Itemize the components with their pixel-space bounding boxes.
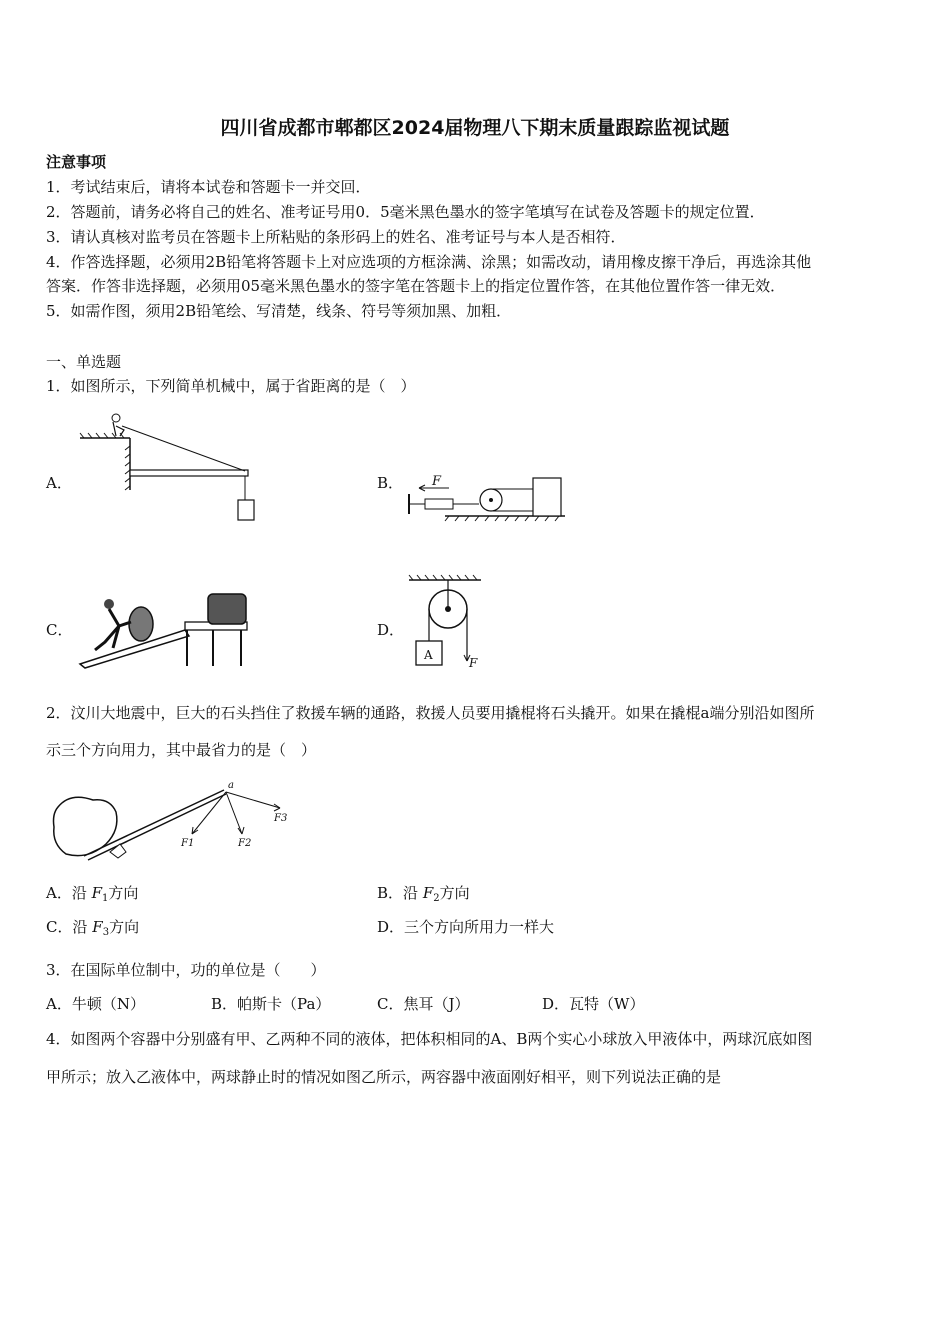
q1-figure-d-fixed-pulley (405, 575, 485, 670)
q1-b-force-label: F (432, 474, 442, 489)
notice-item-4: 4．作答选择题，必须用2B铅笔将答题卡上对应选项的方框涂满、涂黑；如需改动，请用橡皮擦干净后，再选涂其他 (46, 253, 812, 271)
q2-f3-label: F3 (274, 813, 288, 824)
q1-d-force-label: F (469, 656, 478, 670)
q2-stem-line-2: 示三个方向用力，其中最省力的是（ ） (46, 741, 317, 759)
q1-label-a: A． (46, 474, 72, 492)
notice-item-2: 2．答题前，请务必将自己的姓名、准考证号用0．5毫米黑色墨水的签字笔填写在试卷及答题卡的规定位置． (46, 203, 765, 221)
notice-item-4-cont: 答案．作答非选择题，必须用05毫米黑色墨水的签字笔在答题卡上的指定位置作答，在其他位置作答一律无效． (46, 277, 786, 295)
section-heading: 一、单选题 (46, 353, 122, 371)
q1-figure-c-ramp-barrel (75, 590, 255, 670)
q2-stem-line-1: 2．汶川大地震中，巨大的石头挡住了救援车辆的通路，救援人员要用撬棍将石头撬开。如果在撬棍a端分别沿如图所 (46, 704, 815, 722)
q3-option-c: C．焦耳（J） (377, 995, 470, 1013)
notice-item-1: 1．考试结束后，请将本试卷和答题卡一并交回． (46, 178, 371, 196)
q2-option-b: B．沿 $F_2$方向 (377, 884, 470, 904)
page-title: 四川省成都市郫都区2024届物理八下期末质量跟踪监视试题 (220, 117, 730, 139)
q4-stem-line-1: 4．如图两个容器中分别盛有甲、乙两种不同的液体，把体积相同的A、B两个实心小球放入甲液体中，两球沉底如图 (46, 1030, 813, 1048)
notice-item-5: 5．如需作图，须用2B铅笔绘、写清楚，线条、符号等须加黑、加粗． (46, 302, 512, 320)
q1-label-c: C． (46, 621, 73, 639)
q1-label-b: B． (377, 474, 404, 492)
q2-option-c: C．沿 $F_3$方向 (46, 918, 140, 938)
notice-heading: 注意事项 (46, 153, 107, 171)
q3-option-b: B．帕斯卡（Pa） (211, 995, 331, 1013)
q1-figure-a-lever-wall (80, 408, 270, 523)
q3-stem: 3．在国际单位制中，功的单位是（ ） (46, 961, 326, 979)
q1-d-block-label: A (424, 648, 433, 662)
q1-stem: 1．如图所示，下列简单机械中，属于省距离的是（ ） (46, 377, 416, 395)
q4-stem-line-2: 甲所示；放入乙液体中，两球静止时的情况如图乙所示，两容器中液面刚好相平，则下列说法正确的是 (46, 1068, 722, 1086)
q2-f2-label: F2 (238, 838, 252, 849)
q2-option-d: D．三个方向所用力一样大 (377, 918, 555, 936)
q3-option-a: A．牛顿（N） (46, 995, 145, 1013)
q3-option-d: D．瓦特（W） (542, 995, 645, 1013)
notice-item-3: 3．请认真核对监考员在答题卡上所粘贴的条形码上的姓名、准考证号与本人是否相符． (46, 228, 626, 246)
q2-figure-crowbar (48, 782, 298, 864)
q1-figure-b-pulley-spring (405, 470, 570, 522)
q2-point-a-label: a (228, 780, 234, 791)
q2-option-a: A．沿 $F_1$方向 (46, 884, 139, 904)
q2-f1-label: F1 (181, 838, 195, 849)
q1-label-d: D． (377, 621, 405, 639)
